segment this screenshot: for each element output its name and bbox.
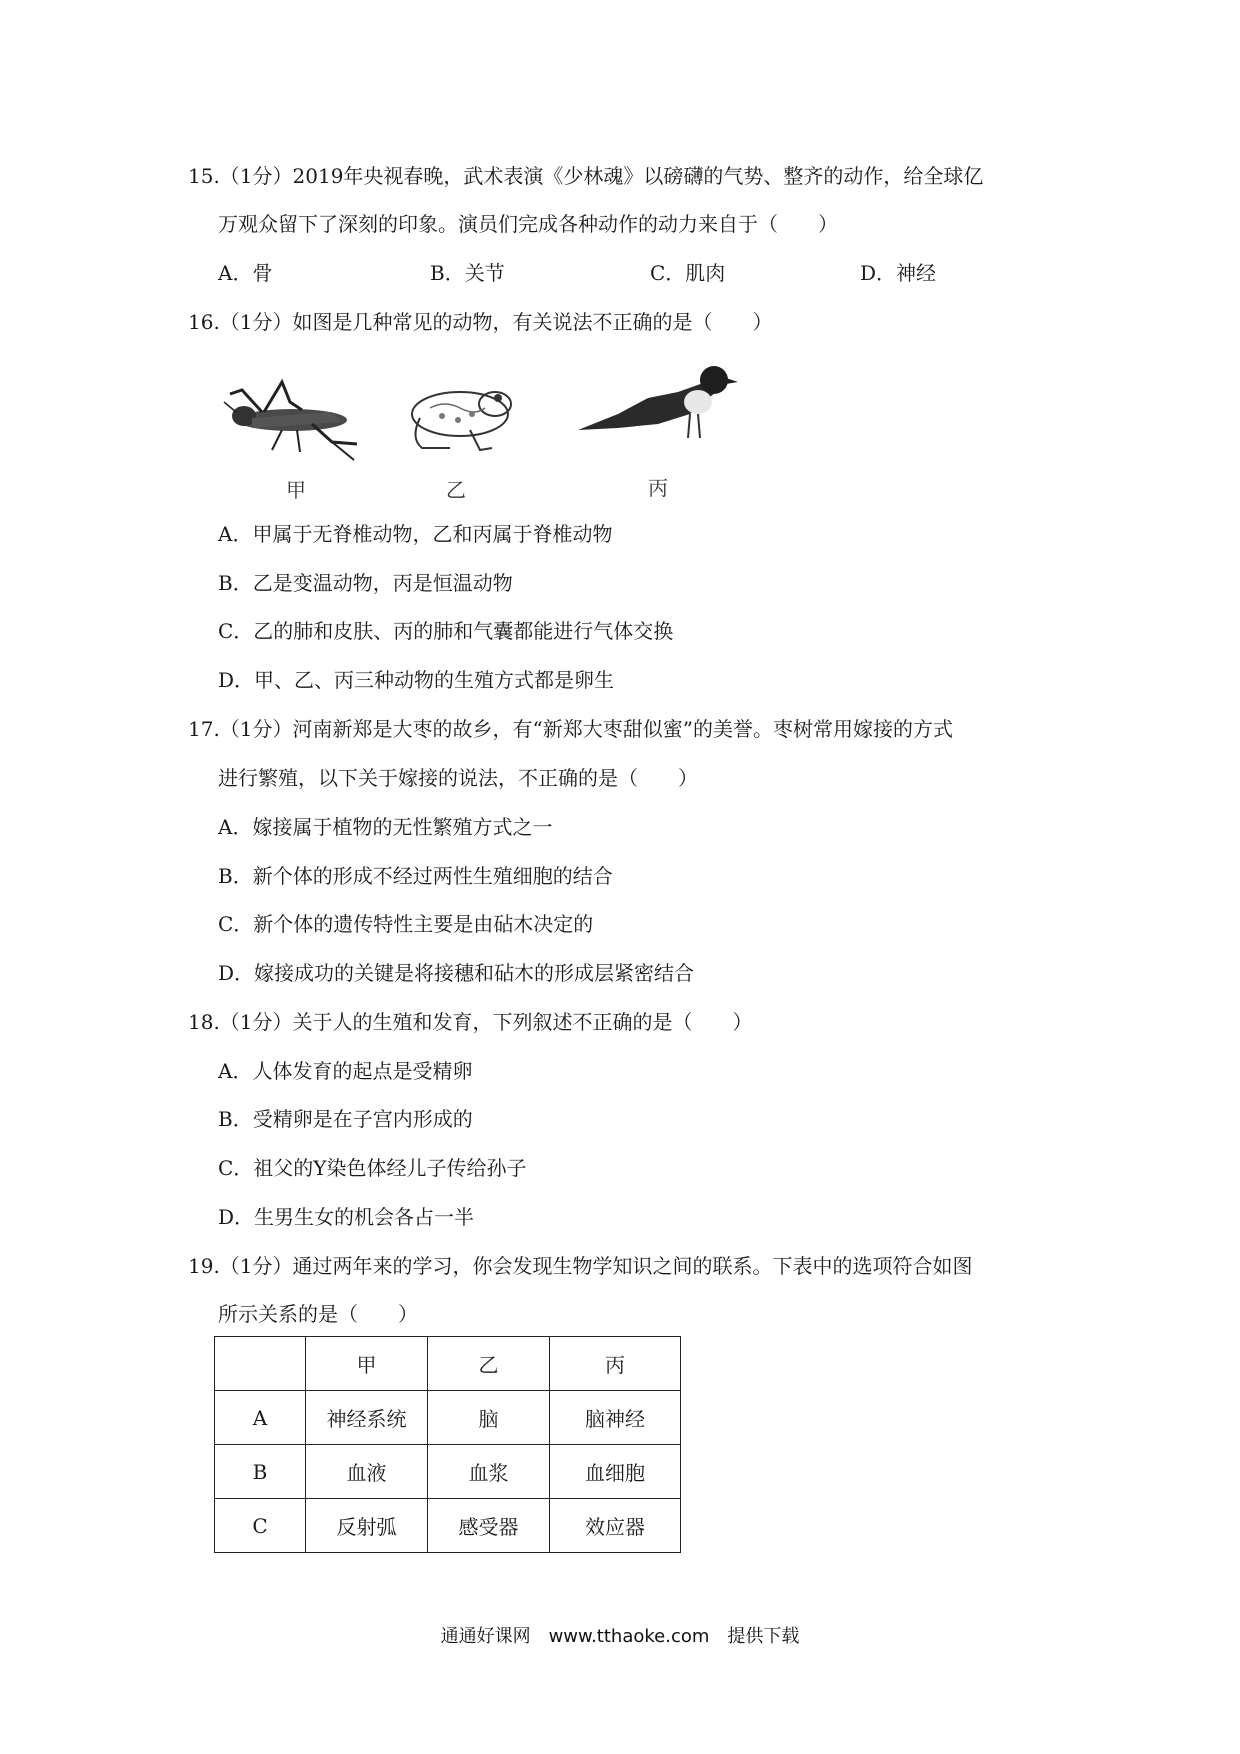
- table-cell: 血液: [306, 1445, 428, 1499]
- q18-option-a: A．人体发育的起点是受精卵: [218, 1059, 473, 1083]
- q16-option-b: B．乙是变温动物，丙是恒温动物: [218, 571, 513, 595]
- grasshopper-image: [222, 372, 372, 462]
- q18-stem-line1: 18.（1分）关于人的生殖和发育，下列叙述不正确的是（ ）: [188, 1010, 753, 1034]
- q17-stem-line2: 进行繁殖，以下关于嫁接的说法，不正确的是（ ）: [218, 766, 698, 790]
- table-cell: 神经系统: [306, 1391, 428, 1445]
- table-cell: 血浆: [428, 1445, 550, 1499]
- relationship-table: [214, 1336, 681, 1553]
- table-header-cell: 乙: [428, 1337, 550, 1391]
- table-row: [215, 1499, 681, 1553]
- table-cell: A: [215, 1391, 306, 1445]
- table-cell: 反射弧: [306, 1499, 428, 1553]
- table-cell: B: [215, 1445, 306, 1499]
- figure-label-bing: 丙: [648, 476, 668, 500]
- table-header-cell: 甲: [306, 1337, 428, 1391]
- q16-option-a: A．甲属于无脊椎动物，乙和丙属于脊椎动物: [218, 522, 613, 546]
- page-footer: 通通好课网 www.tthaoke.com 提供下载: [440, 1626, 800, 1647]
- q15-stem-line2: 万观众留下了深刻的印象。演员们完成各种动作的动力来自于（ ）: [218, 212, 838, 236]
- q19-stem-line1: 19.（1分）通过两年来的学习，你会发现生物学知识之间的联系。下表中的选项符合如图: [188, 1254, 973, 1278]
- q18-option-d: D．生男生女的机会各占一半: [218, 1205, 475, 1229]
- q18-option-c: C．祖父的Y染色体经儿子传给孙子: [218, 1156, 527, 1180]
- q17-option-c: C．新个体的遗传特性主要是由砧木决定的: [218, 912, 594, 936]
- table-row: [215, 1445, 681, 1499]
- bird-image: [578, 352, 738, 452]
- q16-stem-line1: 16.（1分）如图是几种常见的动物，有关说法不正确的是（ ）: [188, 310, 773, 334]
- table-cell: 脑: [428, 1391, 550, 1445]
- table-cell: 脑神经: [550, 1391, 681, 1445]
- q17-option-d: D．嫁接成功的关键是将接穗和砧木的形成层紧密结合: [218, 961, 695, 985]
- q18-option-b: B．受精卵是在子宫内形成的: [218, 1107, 473, 1131]
- table-header-row: [215, 1337, 681, 1391]
- table-header-cell: [215, 1337, 306, 1391]
- q17-option-b: B．新个体的形成不经过两性生殖细胞的结合: [218, 864, 613, 888]
- table-cell: 感受器: [428, 1499, 550, 1553]
- table-cell: 血细胞: [550, 1445, 681, 1499]
- q15-option-a: A．骨: [218, 261, 273, 285]
- table-row: [215, 1391, 681, 1445]
- table-cell: C: [215, 1499, 306, 1553]
- table-cell: 效应器: [550, 1499, 681, 1553]
- q15-option-c: C．肌肉: [650, 261, 726, 285]
- q15-stem-line1: 15.（1分）2019年央视春晚，武术表演《少林魂》以磅礴的气势、整齐的动作，给全球亿: [188, 164, 984, 188]
- q17-option-a: A．嫁接属于植物的无性繁殖方式之一: [218, 815, 553, 839]
- q15-option-d: D．神经: [860, 261, 937, 285]
- q15-option-b: B．关节: [430, 261, 505, 285]
- figure-label-jia: 甲: [286, 478, 306, 502]
- q16-option-c: C．乙的肺和皮肤、丙的肺和气囊都能进行气体交换: [218, 619, 674, 643]
- q19-stem-line2: 所示关系的是（ ）: [218, 1302, 418, 1326]
- q17-stem-line1: 17.（1分）河南新郑是大枣的故乡，有“新郑大枣甜似蜜”的美誉。枣树常用嫁接的方式: [188, 717, 953, 741]
- figure-label-yi: 乙: [446, 478, 466, 502]
- frog-image: [400, 378, 520, 458]
- table-header-cell: 丙: [550, 1337, 681, 1391]
- q16-option-d: D．甲、乙、丙三种动物的生殖方式都是卵生: [218, 668, 615, 692]
